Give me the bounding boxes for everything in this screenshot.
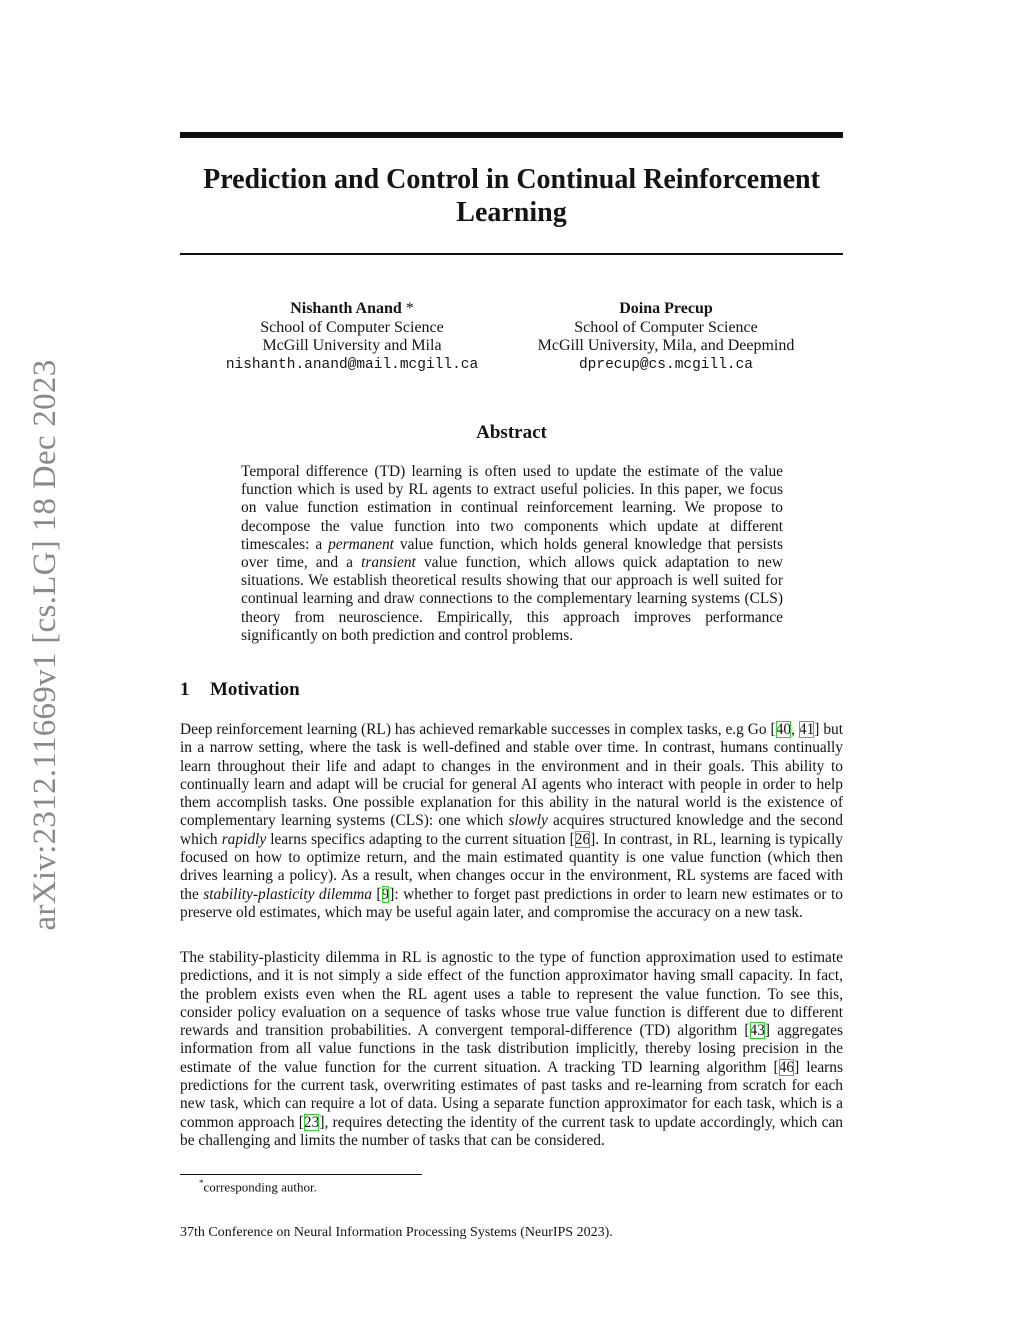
author-email[interactable]: nishanth.anand@mail.mcgill.ca [225,356,479,373]
author-name: Nishanth Anand [290,300,402,317]
citation-link[interactable]: 41 [798,721,815,738]
author-affiliation: McGill University and Mila [262,337,442,355]
citation-link[interactable]: 43 [749,1022,765,1040]
arxiv-identifier: arXiv:2312.11669v1 [cs.LG] 18 Dec 2023 [27,359,63,931]
author-affiliation: McGill University, Mila, and Deepmind [537,337,795,355]
citation-link[interactable]: 26 [574,830,591,848]
citation-link[interactable]: 23 [303,1113,320,1131]
abstract-text: Temporal difference (TD) learning is often used to update the estimate of the value function which is used by RL agents to extract useful policies. In this paper, we focus on value function estimation in continual reinforcement learning. We propose to decompose the value function into two components which update at different timescales: a permanent value function, which holds general knowledge that persists over time, and a transient value function, which allows quick adaptation to new situations. We establish theoretical results showing that our approach is well suited for continual learning and draw connections to the complementary learning systems (CLS) theory from neuroscience. Empirically, this approach improves performance significantly on both prediction and control problems. [241,463,784,644]
section-heading-motivation: 1 Motivation [180,679,300,700]
author-affiliation: School of Computer Science [260,318,444,336]
title-top-rule [180,132,843,138]
author-name: Doina Precup [619,300,713,317]
abstract-heading: Abstract [476,422,547,443]
paper-title: Prediction and Control in Continual Reinforcement Learning [203,164,820,228]
citation-link[interactable]: 9 [381,885,390,903]
citation-link[interactable]: 46 [778,1058,795,1076]
venue-footer: 37th Conference on Neural Information Processing Systems (NeurIPS 2023). [180,1225,613,1240]
author-affiliation: School of Computer Science [574,318,758,336]
author-footnote-marker: * [401,300,414,317]
footnote-rule [180,1174,422,1175]
author-block-precup [520,300,812,374]
footnote: *corresponding author. [199,1178,317,1195]
paragraph-motivation-2: The stability-plasticity dilemma in RL is agnostic to the type of function approximation used to estimate predictions, and it is not simply a side effect of the function approximator having small capacity. In fact, the problem exists even when the RL agent uses a table to represent the value function. To see this, consider policy evaluation on a sequence of tasks whose true value function is different due to different rewards and transition probabilities. A convergent temporal-difference (TD) algorithm [43] aggregates information from all value functions in the task distribution implicitly, thereby losing precision in the estimate of the value function for the current situation. A tracking TD learning algorithm [46] learns predictions for the current task, overwriting estimates of past tasks and re-learning from scratch for each new task, which can require a lot of data. Using a separate function approximator for each task, which is a common approach [23], requires detecting the identity of the current task to update accordingly, which can be challenging and limits the number of tasks that can be considered. [180,949,843,1149]
author-email[interactable]: dprecup@cs.mcgill.ca [578,356,754,373]
author-block-anand [210,300,494,374]
paragraph-motivation-1: Deep reinforcement learning (RL) has achieved remarkable successes in complex tasks, e.g Go [40, 41] but in a narrow setting, where the task is well-defined and stable over time. In contrast, humans continually learn throughout their life and adapt to changes in the environment and in their goals. This ability to continually learn and adapt will be crucial for general AI agents who interact with people in order to help them accomplish tasks. One possible explanation for this ability in the natural world is the existence of complementary learning systems (CLS): one which slowly acquires structured knowledge and the second which rapidly learns specifics adapting to the current situation [26]. In contrast, in RL, learning is typically focused on how to optimize return, and the main estimated quantity is one value function (which then drives learning a policy). As a result, when changes occur in the environment, RL systems are faced with the stability-plasticity dilemma [9]: whether to forget past predictions in order to learn new estimates or to preserve old estimates, which may be useful again later, and compromise the accuracy on a new task. [180,721,844,921]
citation-link[interactable]: 40 [775,721,792,738]
title-bottom-rule [180,253,843,255]
